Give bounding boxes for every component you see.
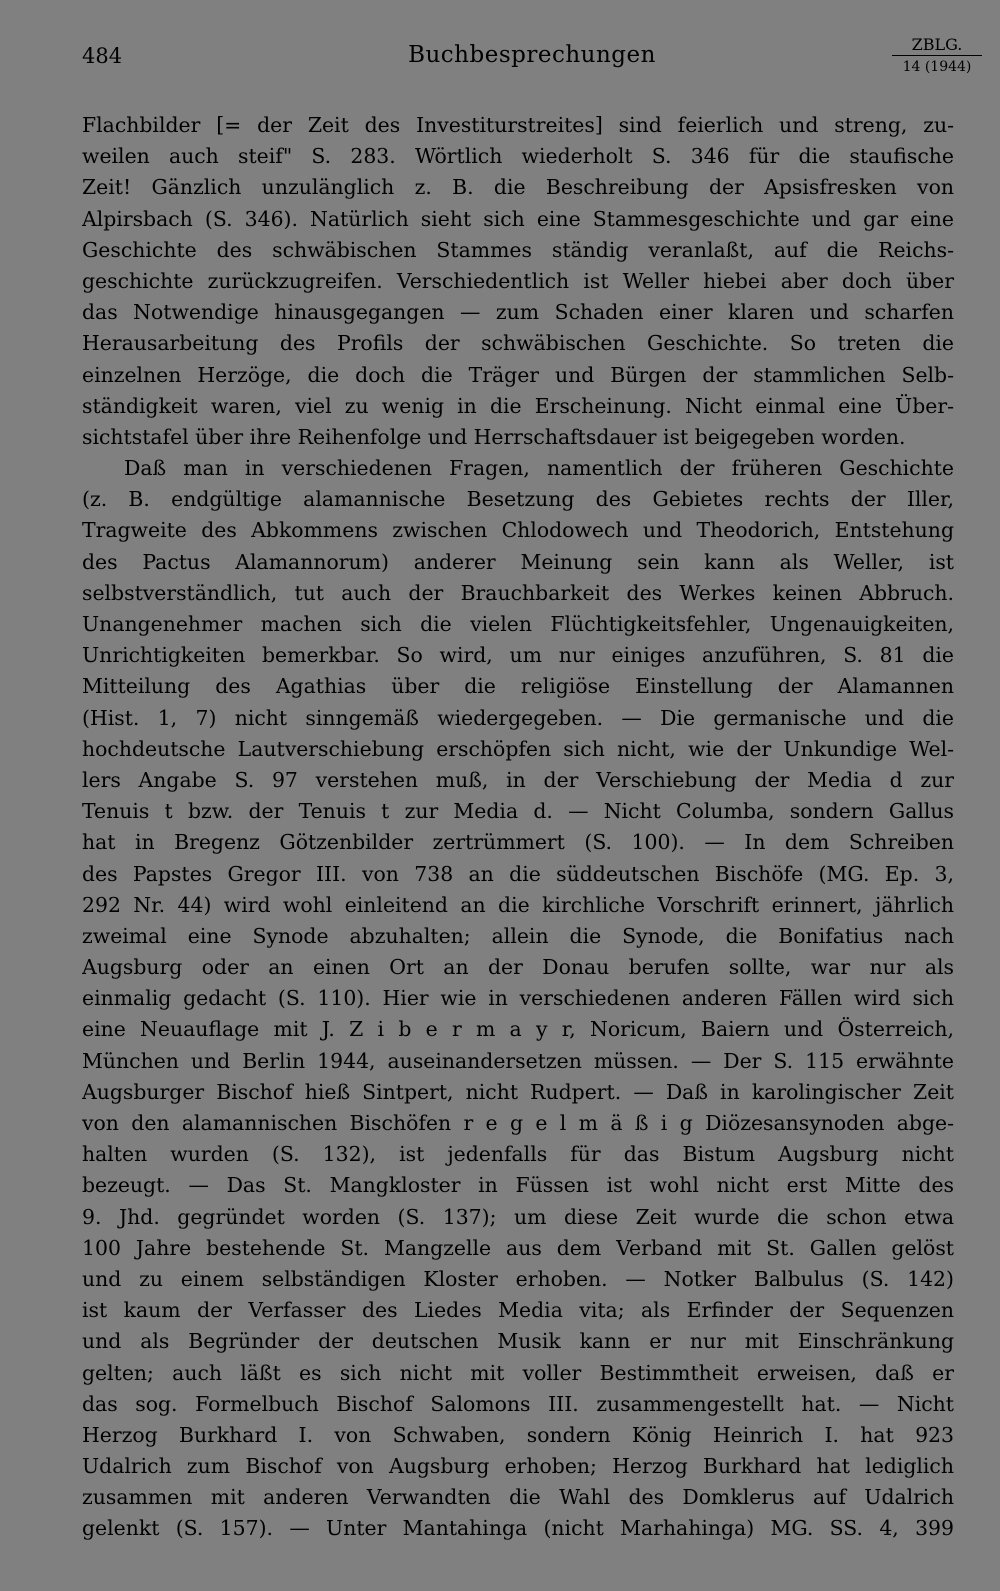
- text-line: und zu einem selbständigen Kloster erhoben. — Notker Balbulus (S. 142): [82, 1266, 954, 1291]
- text-line: hochdeutsche Lautverschiebung erschöpfen sich nicht, wie der Unkundige Wel-: [82, 736, 954, 761]
- text-line: Udalrich zum Bischof von Augsburg erhoben; Herzog Burkhard hat lediglich: [82, 1454, 954, 1479]
- text-line: hat in Bregenz Götzenbilder zertrümmert (S. 100). — In dem Schreiben: [82, 830, 954, 855]
- text-line: Unangenehmer machen sich die vielen Flüchtigkeitsfehler, Ungenauigkeiten,: [82, 612, 954, 636]
- text-line: Mitteilung des Agathias über die religiöse Einstellung der Alamannen: [82, 674, 954, 699]
- text-line: halten wurden (S. 132), ist jedenfalls für das Bistum Augsburg nicht: [82, 1142, 954, 1167]
- page-number: 484: [82, 44, 123, 68]
- text-line: selbstverständlich, tut auch der Brauchbarkeit des Werkes keinen Abbruch.: [82, 580, 954, 605]
- text-line: ist kaum der Verfasser des Liedes Media vita; als Erfinder der Sequenzen: [82, 1298, 954, 1323]
- text-line: Augsburger Bischof hieß Sintpert, nicht Rudpert. — Daß in karolingischer Zeit: [82, 1079, 954, 1104]
- text-line: zweimal eine Synode abzuhalten; allein die Synode, die Bonifatius nach: [82, 923, 954, 948]
- text-line: gelten; auch läßt es sich nicht mit voller Bestimmtheit erweisen, daß er: [82, 1360, 954, 1385]
- text-line: sichtstafel über ihre Reihenfolge und Herrschaftsdauer ist beigegeben worden.: [82, 424, 906, 449]
- text-line: des Papstes Gregor III. von 738 an die süddeutschen Bischöfe (MG. Ep. 3,: [82, 861, 954, 886]
- text-line: einzelnen Herzöge, die doch die Träger und Bürgen der stammlichen Selb-: [82, 362, 954, 387]
- text-line: lers Angabe S. 97 verstehen muß, in der Verschiebung der Media d zur: [82, 767, 954, 792]
- text-line: 9. Jhd. gegründet worden (S. 137); um diese Zeit wurde die schon etwa: [82, 1204, 954, 1229]
- text-line: ständigkeit waren, viel zu wenig in die Erscheinung. Nicht einmal eine Über-: [82, 393, 954, 418]
- text-line: Tenuis t bzw. der Tenuis t zur Media d. — Nicht Columba, sondern Gallus: [82, 799, 954, 824]
- text-line: zusammen mit anderen Verwandten die Wahl des Domklerus auf Udalrich: [82, 1485, 954, 1510]
- text-line: eine Neuauflage mit J. Z i b e r m a y r, Noricum, Baiern und Österreich,: [82, 1017, 954, 1042]
- text-line: Zeit! Gänzlich unzulänglich z. B. die Beschreibung der Apsisfresken von: [82, 175, 954, 200]
- text-line: Geschichte des schwäbischen Stammes ständig veranlaßt, auf die Reichs-: [82, 237, 954, 262]
- text-line: das sog. Formelbuch Bischof Salomons III. zusammengestellt hat. — Nicht: [82, 1391, 954, 1416]
- page-header: [82, 35, 982, 84]
- text-line: von den alamannischen Bischöfen r e g e l m ä ß i g Diözesansynoden abge-: [82, 1111, 954, 1135]
- text-line: gelenkt (S. 157). — Unter Mantahinga (nicht Marhahinga) MG. SS. 4, 399: [82, 1516, 954, 1541]
- text-line: das Notwendige hinausgegangen — zum Schaden einer klaren und scharfen: [82, 300, 954, 325]
- body-text: [82, 110, 954, 1545]
- text-line: Daß man in verschiedenen Fragen, namentlich der früheren Geschichte: [124, 456, 954, 481]
- running-title: Buchbesprechungen: [408, 42, 656, 68]
- text-line: (Hist. 1, 7) nicht sinngemäß wiedergegeben. — Die germanische und die: [82, 705, 954, 730]
- journal-abbreviation: ZBLG.: [892, 36, 982, 56]
- text-line: Flachbilder [= der Zeit des Investiturstreites] sind feierlich und streng, zu-: [82, 113, 954, 137]
- text-line: Herzog Burkhard I. von Schwaben, sondern König Heinrich I. hat 923: [82, 1422, 954, 1447]
- text-line: Alpirsbach (S. 346). Natürlich sieht sich eine Stammesgeschichte und gar eine: [82, 206, 954, 231]
- text-line: bezeugt. — Das St. Mangkloster in Füssen ist wohl nicht erst Mitte des: [82, 1173, 954, 1198]
- text-line: weilen auch steif" S. 283. Wörtlich wiederholt S. 346 für die staufische: [82, 144, 954, 169]
- journal-reference: [892, 36, 982, 76]
- text-line: Augsburg oder an einen Ort an der Donau berufen sollte, war nur als: [82, 955, 954, 980]
- text-line: geschichte zurückzugreifen. Verschiedentlich ist Weller hiebei aber doch über: [82, 268, 954, 293]
- text-line: 100 Jahre bestehende St. Mangzelle aus dem Verband mit St. Gallen gelöst: [82, 1235, 954, 1260]
- text-line: Herausarbeitung des Profils der schwäbischen Geschichte. So treten die: [82, 331, 954, 356]
- text-line: Unrichtigkeiten bemerkbar. So wird, um nur einiges anzuführen, S. 81 die: [82, 643, 954, 668]
- text-line: Tragweite des Abkommens zwischen Chlodowech und Theodorich, Entstehung: [82, 518, 954, 543]
- text-line: und als Begründer der deutschen Musik kann er nur mit Einschränkung: [82, 1329, 954, 1354]
- text-line: (z. B. endgültige alamannische Besetzung des Gebietes rechts der Iller,: [82, 487, 954, 512]
- text-line: einmalig gedacht (S. 110). Hier wie in verschiedenen anderen Fällen wird sich: [82, 986, 954, 1011]
- text-line: 292 Nr. 44) wird wohl einleitend an die kirchliche Vorschrift erinnert, jährlich: [82, 892, 954, 917]
- text-line: München und Berlin 1944, auseinandersetzen müssen. — Der S. 115 erwähnte: [82, 1048, 954, 1073]
- text-line: des Pactus Alamannorum) anderer Meinung sein kann als Weller, ist: [82, 549, 954, 574]
- journal-volume: 14 (1944): [902, 59, 972, 75]
